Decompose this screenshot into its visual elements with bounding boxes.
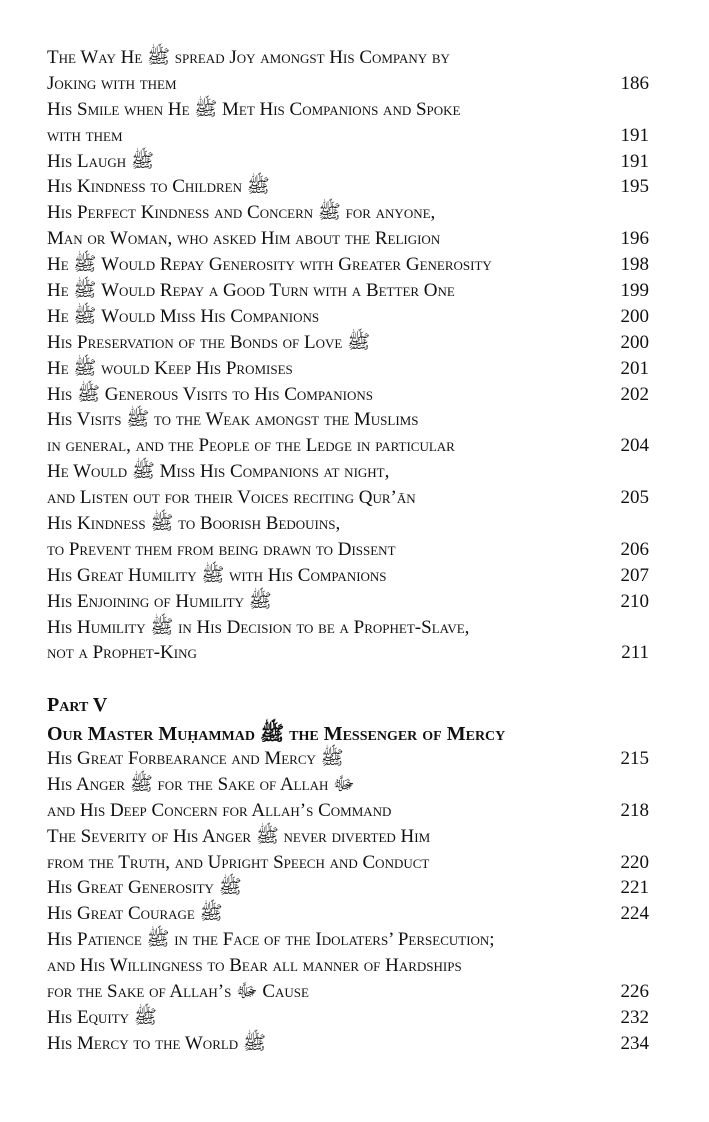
toc-entry-title: His Anger ﷺ for the Sake of Allah ﷻ: [47, 773, 355, 795]
toc-page-number: 205: [620, 487, 649, 509]
toc-entry[interactable]: [47, 97, 649, 149]
toc-page-number: 191: [620, 150, 649, 172]
toc-entry-line: [47, 953, 649, 979]
toc-entry[interactable]: [47, 45, 649, 97]
toc-entry[interactable]: [47, 174, 649, 200]
toc-page-number: 215: [620, 748, 649, 769]
toc-page-number: 234: [620, 1032, 649, 1054]
toc-page-number: 198: [620, 254, 649, 276]
toc-page-number: 191: [620, 124, 649, 146]
toc-entry-line: [47, 356, 649, 382]
toc-entry-line: [47, 71, 649, 97]
toc-section-bottom: [47, 746, 649, 1057]
toc-entry-line: [47, 798, 649, 824]
toc-entry-title: His Enjoining of Humility ﷺ: [47, 590, 272, 612]
toc-entry-line: [47, 772, 649, 798]
toc-entry-title: His Patience ﷺ in the Face of the Idolaters’ Persecution;: [47, 929, 495, 951]
toc-entry[interactable]: [47, 278, 649, 304]
toc-page-number: 218: [620, 799, 649, 821]
toc-entry[interactable]: [47, 824, 649, 876]
toc-entry-title: to Prevent them from being drawn to Dissent: [47, 538, 396, 560]
toc-page-number: 206: [620, 538, 649, 560]
toc-entry-line: [47, 149, 649, 175]
toc-entry[interactable]: [47, 615, 649, 667]
toc-entry[interactable]: [47, 330, 649, 356]
toc-page-number: 224: [620, 903, 649, 925]
part-label: Part V: [47, 694, 108, 716]
toc-entry[interactable]: [47, 356, 649, 382]
toc-page-number: 195: [620, 176, 649, 198]
toc-entry-title: His Humility ﷺ in His Decision to be a Prophet-Slave,: [47, 616, 470, 638]
toc-entry-title: His Great Forbearance and Mercy ﷺ: [47, 748, 344, 769]
toc-page-number: 211: [621, 642, 649, 664]
toc-entry-title: Joking with them: [47, 72, 177, 94]
toc-entry-title: His Kindness to Children ﷺ: [47, 176, 270, 198]
toc-entry-line: [47, 824, 649, 850]
toc-entry-line: [47, 589, 649, 615]
toc-entry-title: His ﷺ Generous Visits to His Companions: [47, 383, 373, 405]
toc-entry-line: [47, 511, 649, 537]
toc-entry-line: [47, 850, 649, 876]
toc-page-number: 186: [620, 72, 649, 94]
toc-page-number: 204: [620, 435, 649, 457]
part-heading: [47, 690, 649, 748]
toc-entry-title: He ﷺ Would Repay Generosity with Greater Generosity: [47, 254, 492, 276]
toc-page-number: 200: [620, 331, 649, 353]
toc-entry-title: His Smile when He ﷺ Met His Companions and Spoke: [47, 98, 461, 120]
toc-entry[interactable]: [47, 1005, 649, 1031]
toc-page-number: 196: [620, 228, 649, 250]
toc-entry[interactable]: [47, 382, 649, 408]
toc-entry-line: [47, 1005, 649, 1031]
toc-entry-line: [47, 979, 649, 1005]
toc-entry-title: The Way He ﷺ spread Joy amongst His Company by: [47, 47, 450, 68]
toc-page-number: 202: [620, 383, 649, 405]
toc-entry-line: [47, 537, 649, 563]
toc-entry-line: [47, 615, 649, 641]
toc-entry-line: [47, 746, 649, 772]
toc-entry-title: with them: [47, 124, 123, 146]
toc-page-number: 199: [620, 280, 649, 302]
toc-entry-title: His Perfect Kindness and Concern ﷺ for anyone,: [47, 202, 436, 224]
toc-entry-line: [47, 252, 649, 278]
toc-entry-title: He Would ﷺ Miss His Companions at night,: [47, 461, 390, 483]
toc-entry[interactable]: [47, 927, 649, 1005]
toc-entry-line: [47, 226, 649, 252]
toc-entry-line: [47, 45, 649, 71]
toc-page-number: 207: [620, 564, 649, 586]
toc-entry-title: Man or Woman, who asked Him about the Religion: [47, 228, 441, 250]
toc-entry-title: The Severity of His Anger ﷺ never diverted Him: [47, 825, 431, 847]
toc-entry-title: His Equity ﷺ: [47, 1006, 157, 1028]
toc-page-number: 210: [620, 590, 649, 612]
toc-entry[interactable]: [47, 511, 649, 563]
toc-entry[interactable]: [47, 459, 649, 511]
toc-entry[interactable]: [47, 563, 649, 589]
toc-entry-line: [47, 123, 649, 149]
toc-entry[interactable]: [47, 772, 649, 824]
toc-entry[interactable]: [47, 200, 649, 252]
toc-entry-title: His Preservation of the Bonds of Love ﷺ: [47, 331, 371, 353]
toc-entry-line: [47, 459, 649, 485]
toc-entry-line: [47, 1031, 649, 1057]
toc-section-top: [47, 45, 649, 666]
toc-page-number: 221: [620, 877, 649, 899]
toc-entry-title: His Great Humility ﷺ with His Companions: [47, 564, 387, 586]
toc-entry-line: [47, 563, 649, 589]
toc-entry-line: [47, 304, 649, 330]
toc-entry-line: [47, 174, 649, 200]
toc-entry[interactable]: [47, 875, 649, 901]
toc-entry[interactable]: [47, 304, 649, 330]
toc-entry[interactable]: [47, 746, 649, 772]
toc-entry[interactable]: [47, 149, 649, 175]
part-title: Our Master Muḥammad ﷺ the Messenger of Mercy: [47, 723, 506, 745]
toc-entry-title: not a Prophet-King: [47, 642, 197, 664]
toc-entry-title: and His Willingness to Bear all manner of Hardships: [47, 955, 462, 977]
toc-entry-title: for the Sake of Allah’s ﷻ Cause: [47, 981, 309, 1003]
toc-entry-line: [47, 200, 649, 226]
toc-entry-line: [47, 382, 649, 408]
toc-entry-title: from the Truth, and Upright Speech and Conduct: [47, 851, 430, 873]
toc-page-number: 201: [620, 357, 649, 379]
toc-page-number: 200: [620, 305, 649, 327]
toc-entry-title: His Great Generosity ﷺ: [47, 877, 242, 899]
toc-entry[interactable]: [47, 407, 649, 459]
toc-entry-title: He ﷺ would Keep His Promises: [47, 357, 293, 379]
toc-entry-line: [47, 901, 649, 927]
toc-entry-title: His Visits ﷺ to the Weak amongst the Muslims: [47, 409, 419, 431]
toc-entry-title: in general, and the People of the Ledge in particular: [47, 435, 455, 457]
toc-entry-line: [47, 433, 649, 459]
toc-entry-title: and Listen out for their Voices reciting Qur’ān: [47, 487, 416, 509]
toc-entry-line: [47, 875, 649, 901]
toc-entry-line: [47, 927, 649, 953]
toc-entry-line: [47, 640, 649, 666]
toc-entry[interactable]: [47, 901, 649, 927]
toc-page-number: 226: [620, 981, 649, 1003]
toc-entry-line: [47, 97, 649, 123]
toc-entry-title: His Kindness ﷺ to Boorish Bedouins,: [47, 513, 341, 535]
toc-entry[interactable]: [47, 1031, 649, 1057]
toc-page-number: 220: [620, 851, 649, 873]
toc-entry-title: He ﷺ Would Repay a Good Turn with a Better One: [47, 280, 455, 302]
toc-entry-title: His Laugh ﷺ: [47, 150, 154, 172]
toc-entry-title: He ﷺ Would Miss His Companions: [47, 305, 320, 327]
toc-entry-line: [47, 485, 649, 511]
toc-entry-title: His Mercy to the World ﷺ: [47, 1032, 266, 1054]
toc-entry-title: and His Deep Concern for Allah’s Command: [47, 799, 392, 821]
toc-entry-line: [47, 330, 649, 356]
toc-entry-line: [47, 407, 649, 433]
toc-entry[interactable]: [47, 589, 649, 615]
toc-page-number: 232: [620, 1006, 649, 1028]
toc-entry[interactable]: [47, 252, 649, 278]
toc-entry-line: [47, 278, 649, 304]
toc-entry-title: His Great Courage ﷺ: [47, 903, 223, 925]
